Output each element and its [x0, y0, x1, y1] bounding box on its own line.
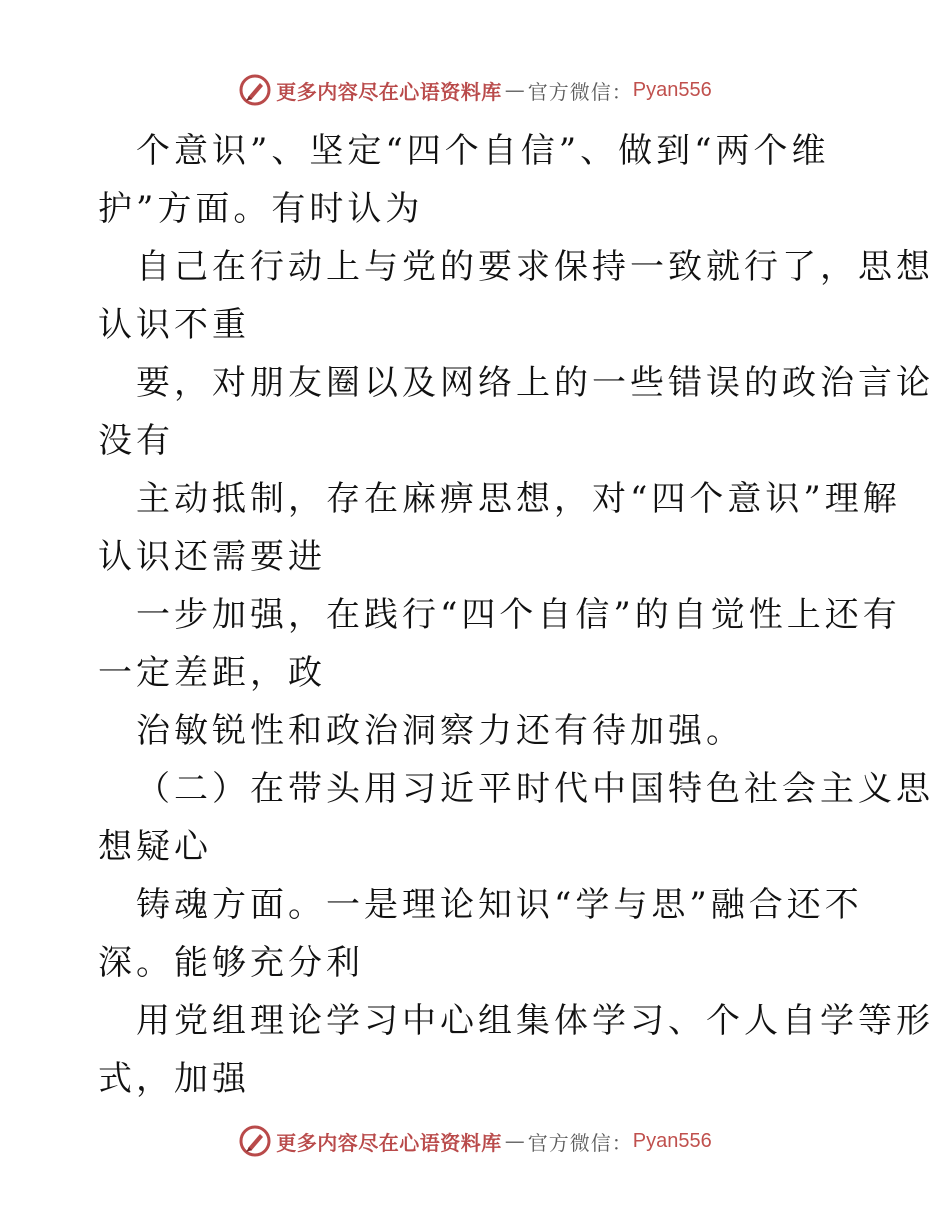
body-line: 主动抵制，存在麻痹思想，对“四个意识”理解	[136, 479, 901, 519]
watermark-site-text: 更多内容尽在心语资料库	[276, 1130, 502, 1155]
watermark-wechat-label: 官方微信：	[527, 1130, 633, 1155]
body-line: 治敏锐性和政治洞察力还有待加强。	[136, 711, 744, 751]
body-line: 护”方面。有时认为	[98, 189, 424, 229]
watermark-dash: —	[504, 78, 525, 102]
pen-logo-icon	[238, 1124, 272, 1158]
body-line: 自己在行动上与党的要求保持一致就行了，思想	[136, 247, 934, 287]
pen-logo-icon	[238, 73, 272, 107]
body-line: 想疑心	[98, 827, 212, 867]
body-line: 铸魂方面。一是理论知识“学与思”融合还不	[136, 885, 863, 925]
watermark-wechat-id: Pyan556	[632, 78, 712, 101]
body-line: 个意识”、坚定“四个自信”、做到“两个维	[136, 131, 830, 171]
header-watermark	[0, 70, 950, 110]
document-body	[98, 122, 934, 1108]
body-line: 深。能够充分利	[98, 943, 364, 983]
body-line: 没有	[98, 421, 174, 461]
body-line: 要，对朋友圈以及网络上的一些错误的政治言论	[136, 363, 934, 403]
body-line: 式，加强	[98, 1059, 250, 1099]
watermark-site-text: 更多内容尽在心语资料库	[276, 79, 502, 104]
watermark-wechat-label: 官方微信：	[527, 79, 633, 104]
section-heading: （二）在带头用习近平时代中国特色社会主义思	[136, 769, 934, 809]
body-line: 用党组理论学习中心组集体学习、个人自学等形	[136, 1001, 934, 1041]
body-line: 一步加强，在践行“四个自信”的自觉性上还有	[136, 595, 901, 635]
body-line: 认识还需要进	[98, 537, 326, 577]
footer-watermark	[0, 1121, 950, 1161]
watermark-dash: —	[504, 1129, 525, 1153]
body-line: 认识不重	[98, 305, 250, 345]
body-line: 一定差距，政	[98, 653, 326, 693]
watermark-wechat-id: Pyan556	[632, 1129, 712, 1152]
